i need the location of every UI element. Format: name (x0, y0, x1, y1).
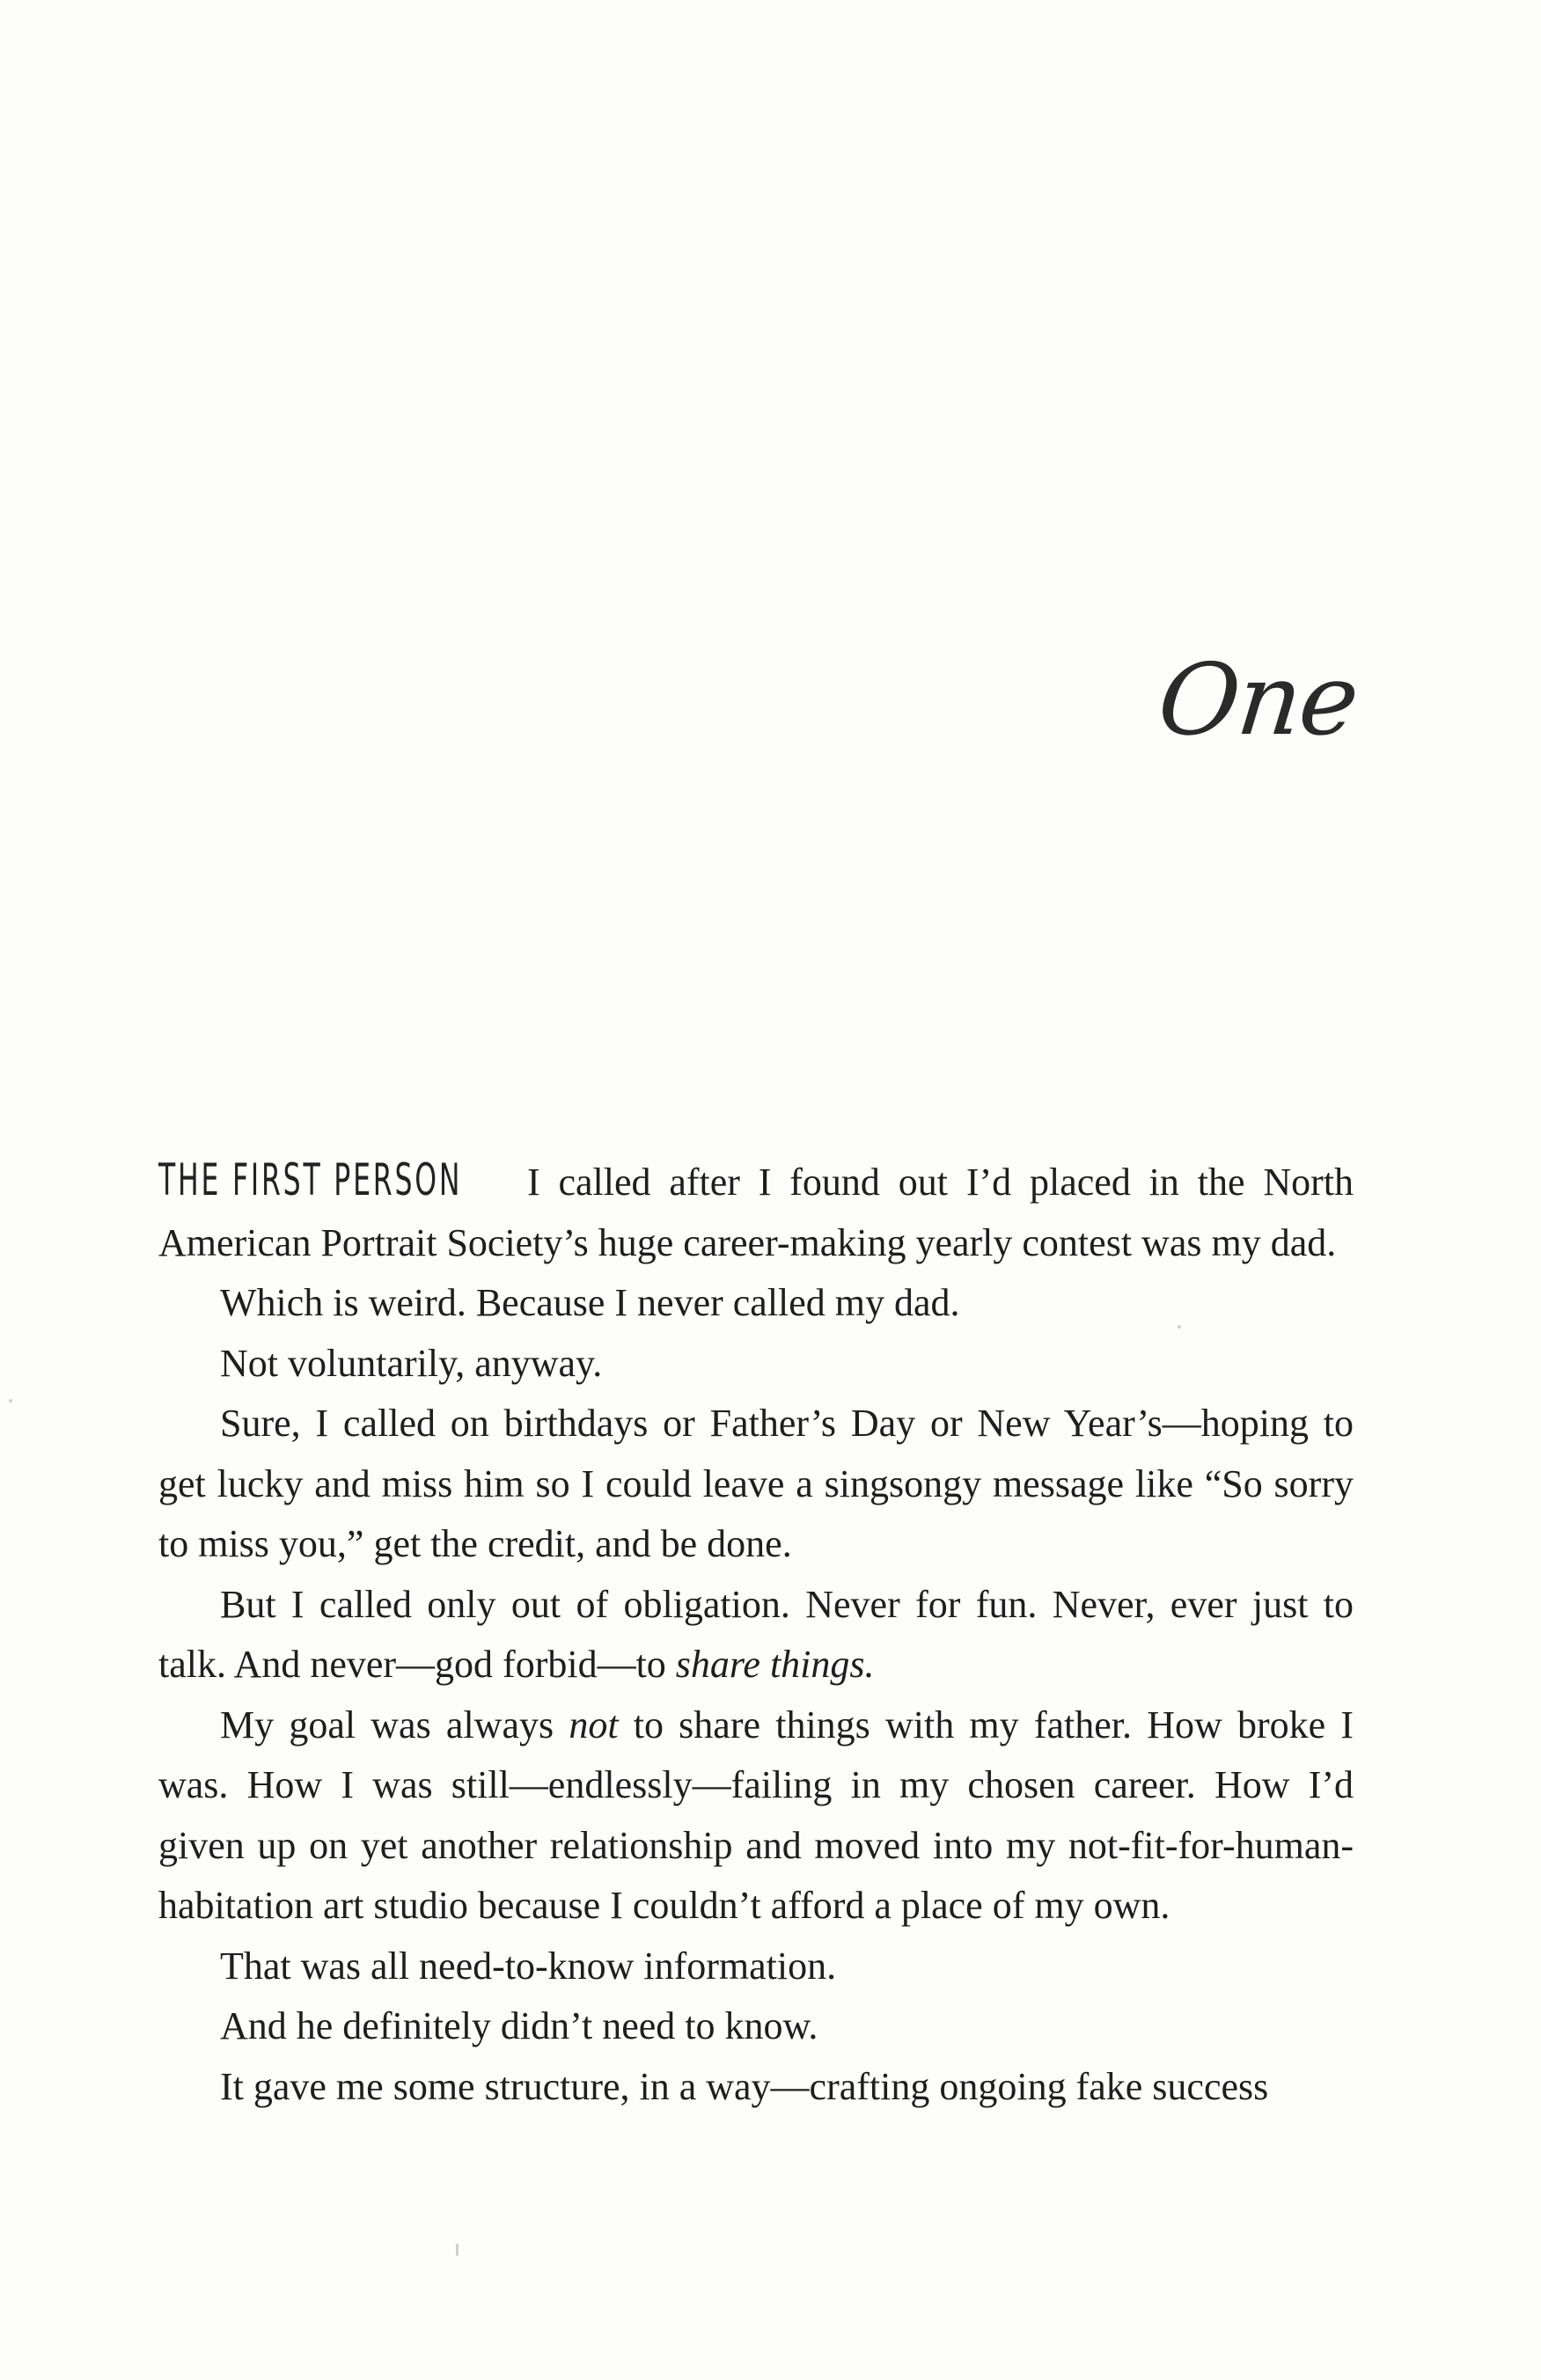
paragraph-6-text: My goal was always (220, 1703, 569, 1747)
paper-speck (1178, 1325, 1181, 1329)
paragraph-2: Which is weird. Because I never called my dad. (220, 1281, 960, 1324)
paragraph-5-emphasis: share things. (675, 1643, 875, 1686)
chapter-title: One (1152, 643, 1362, 758)
paragraph-5 (158, 1575, 1354, 1695)
paragraph-7: That was all need-to-know information. (220, 1944, 837, 1988)
paragraph-6 (158, 1695, 1354, 1937)
paragraph-8: And he definitely didn’t need to know. (220, 2004, 818, 2047)
paragraph-6-emphasis: not (569, 1703, 619, 1747)
paragraph-4: Sure, I called on birthdays or Father’s Day or New Year’s—hoping to get lucky and miss him so I could leave a singsongy message like “So sorry to miss you,” get the credit, and be done. (158, 1402, 1354, 1565)
paragraph-1 (158, 1150, 1354, 1273)
paper-speck (9, 1399, 12, 1402)
paragraph-9: It gave me some structure, in a way—crafting ongoing fake success (220, 2064, 1269, 2108)
chapter-body (158, 1150, 1354, 2117)
paragraph-3: Not voluntarily, anyway. (220, 1341, 603, 1385)
paragraph-6-after: to share things with my father. How broke I was. How I was still—endlessly—failing in my chosen career. How I’d given up on yet another relationship and moved into my not-fit-for-human-habitation art studio because I couldn’t afford a place of my own. (158, 1703, 1354, 1927)
paragraph-1-text: I called after I found out I’d placed in the North American Portrait Society’s huge career-making yearly contest was my dad. (158, 1161, 1354, 1264)
paper-speck (456, 2244, 459, 2256)
paragraph-5-text: But I called only out of obligation. Never for fun. Never, ever just to talk. And never—god forbid—to (158, 1582, 1354, 1686)
lead-in-caps: THE FIRST PERSON (158, 1154, 463, 1205)
